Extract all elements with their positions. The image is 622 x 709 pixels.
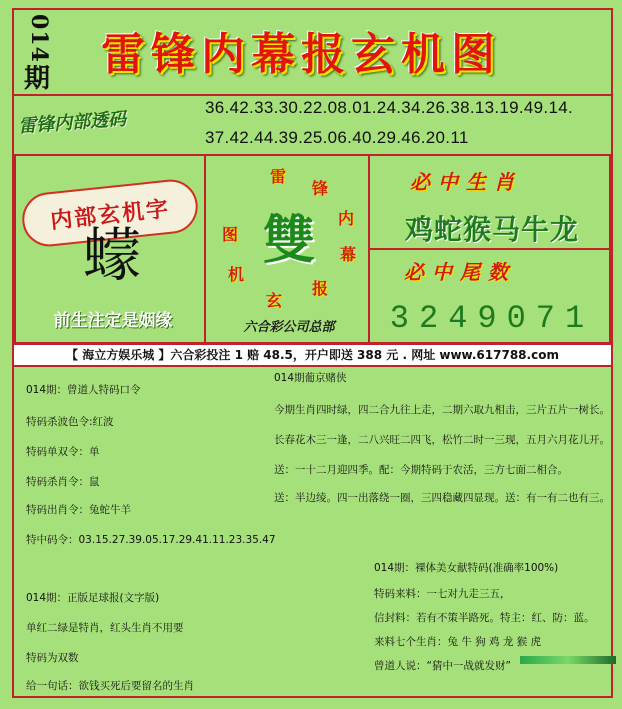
- numbers-label: 雷锋内部透码: [17, 108, 127, 138]
- numbers-line-1: 36.42.33.30.22.08.01.24.34.26.38.13.19.49.14.: [205, 98, 573, 117]
- left-line: 014期：曾道人特码口令: [26, 384, 141, 396]
- right-line-2: 信封料：若有不策半路死。特主：红、防：蓝。: [374, 612, 595, 624]
- numbers-line-2: 37.42.44.39.25.06.40.29.46.20.11: [205, 128, 469, 147]
- right-line: 长春花木三一逢，二八兴旺二四飞，松竹二时一三现，五月六月花儿开。: [274, 434, 610, 446]
- ring-char: 玄: [266, 291, 283, 310]
- company-label: 六合彩公司总部: [243, 320, 335, 335]
- right-line: 今期生肖四时绿，四二合九往上走，二期六取九相击，三片五片一树长。: [274, 404, 610, 416]
- right-line-2: 014期：裸体美女献特码(准确率100%): [374, 562, 559, 574]
- ring-char: 图: [222, 225, 239, 244]
- left-line: 特码出肖令：兔蛇牛羊: [26, 504, 131, 516]
- tail-digits: 3249071: [389, 300, 595, 337]
- ring-char: 雷: [270, 167, 287, 186]
- issue-suffix: 期: [24, 64, 51, 94]
- right-line-2: 特码来料：一七对九走三五，: [374, 588, 511, 600]
- riddle-character: 蠓: [82, 221, 141, 289]
- ring-char: 幕: [340, 245, 357, 264]
- zodiac-title: 必中生肖: [410, 170, 522, 194]
- scan-artifact: [520, 656, 616, 664]
- ring-char: 机: [228, 265, 245, 284]
- right-line-2: 曾道人说：“猜中一战就发财”: [374, 660, 511, 672]
- ad-banner: 【 海立方娱乐城 】六合彩投注 1 赔 48.5，开户即送 388 元 . 网址 www.617788.com: [14, 343, 611, 367]
- tail-title: 必中尾数: [404, 260, 516, 284]
- ring-char: 内: [338, 209, 355, 228]
- page-title: 雷锋内幕报玄机图: [101, 29, 501, 80]
- left-line-2: 单红二绿是特肖，红头生肖不用要: [26, 622, 184, 634]
- left-line: 特码杀肖令：鼠: [26, 476, 100, 488]
- left-line-2: 014期：正版足球报(文字版): [26, 592, 160, 604]
- ring-center-character: 雙: [262, 210, 315, 271]
- left-line: 特中码令：03.15.27.39.05.17.29.41.11.23.35.47: [26, 534, 276, 546]
- right-line: 送：一十二月迎四季。配：今期特码于农活，三方七面二相合。: [274, 464, 568, 476]
- right-line-2: 来料七个生肖：兔 牛 狗 鸡 龙 猴 虎: [374, 636, 542, 648]
- zodiac-animals: 鸡蛇猴马牛龙: [404, 213, 579, 246]
- ring-char: 报: [312, 279, 329, 298]
- right-line: 送：半边绫。四一出落绕一圈，三四稳藏四显现。送：有一有二也有三。: [274, 492, 610, 504]
- ring-char: 锋: [312, 179, 329, 198]
- issue-label: [22, 14, 62, 96]
- riddle-caption: 前生注定是姻缘: [53, 311, 173, 331]
- right-line: 014期葡京赌侠: [274, 372, 347, 384]
- left-line: 特码单双令：单: [26, 446, 100, 458]
- divider: [14, 94, 611, 96]
- left-line: 特码杀波色令:红波: [26, 416, 114, 428]
- left-line-2: 给一句话：欲钱买死后要留名的生肖: [26, 680, 194, 692]
- riddle-badge: 内部玄机字: [20, 177, 201, 249]
- left-line-2: 特码为双数: [26, 652, 79, 664]
- issue-number: 014: [26, 14, 52, 63]
